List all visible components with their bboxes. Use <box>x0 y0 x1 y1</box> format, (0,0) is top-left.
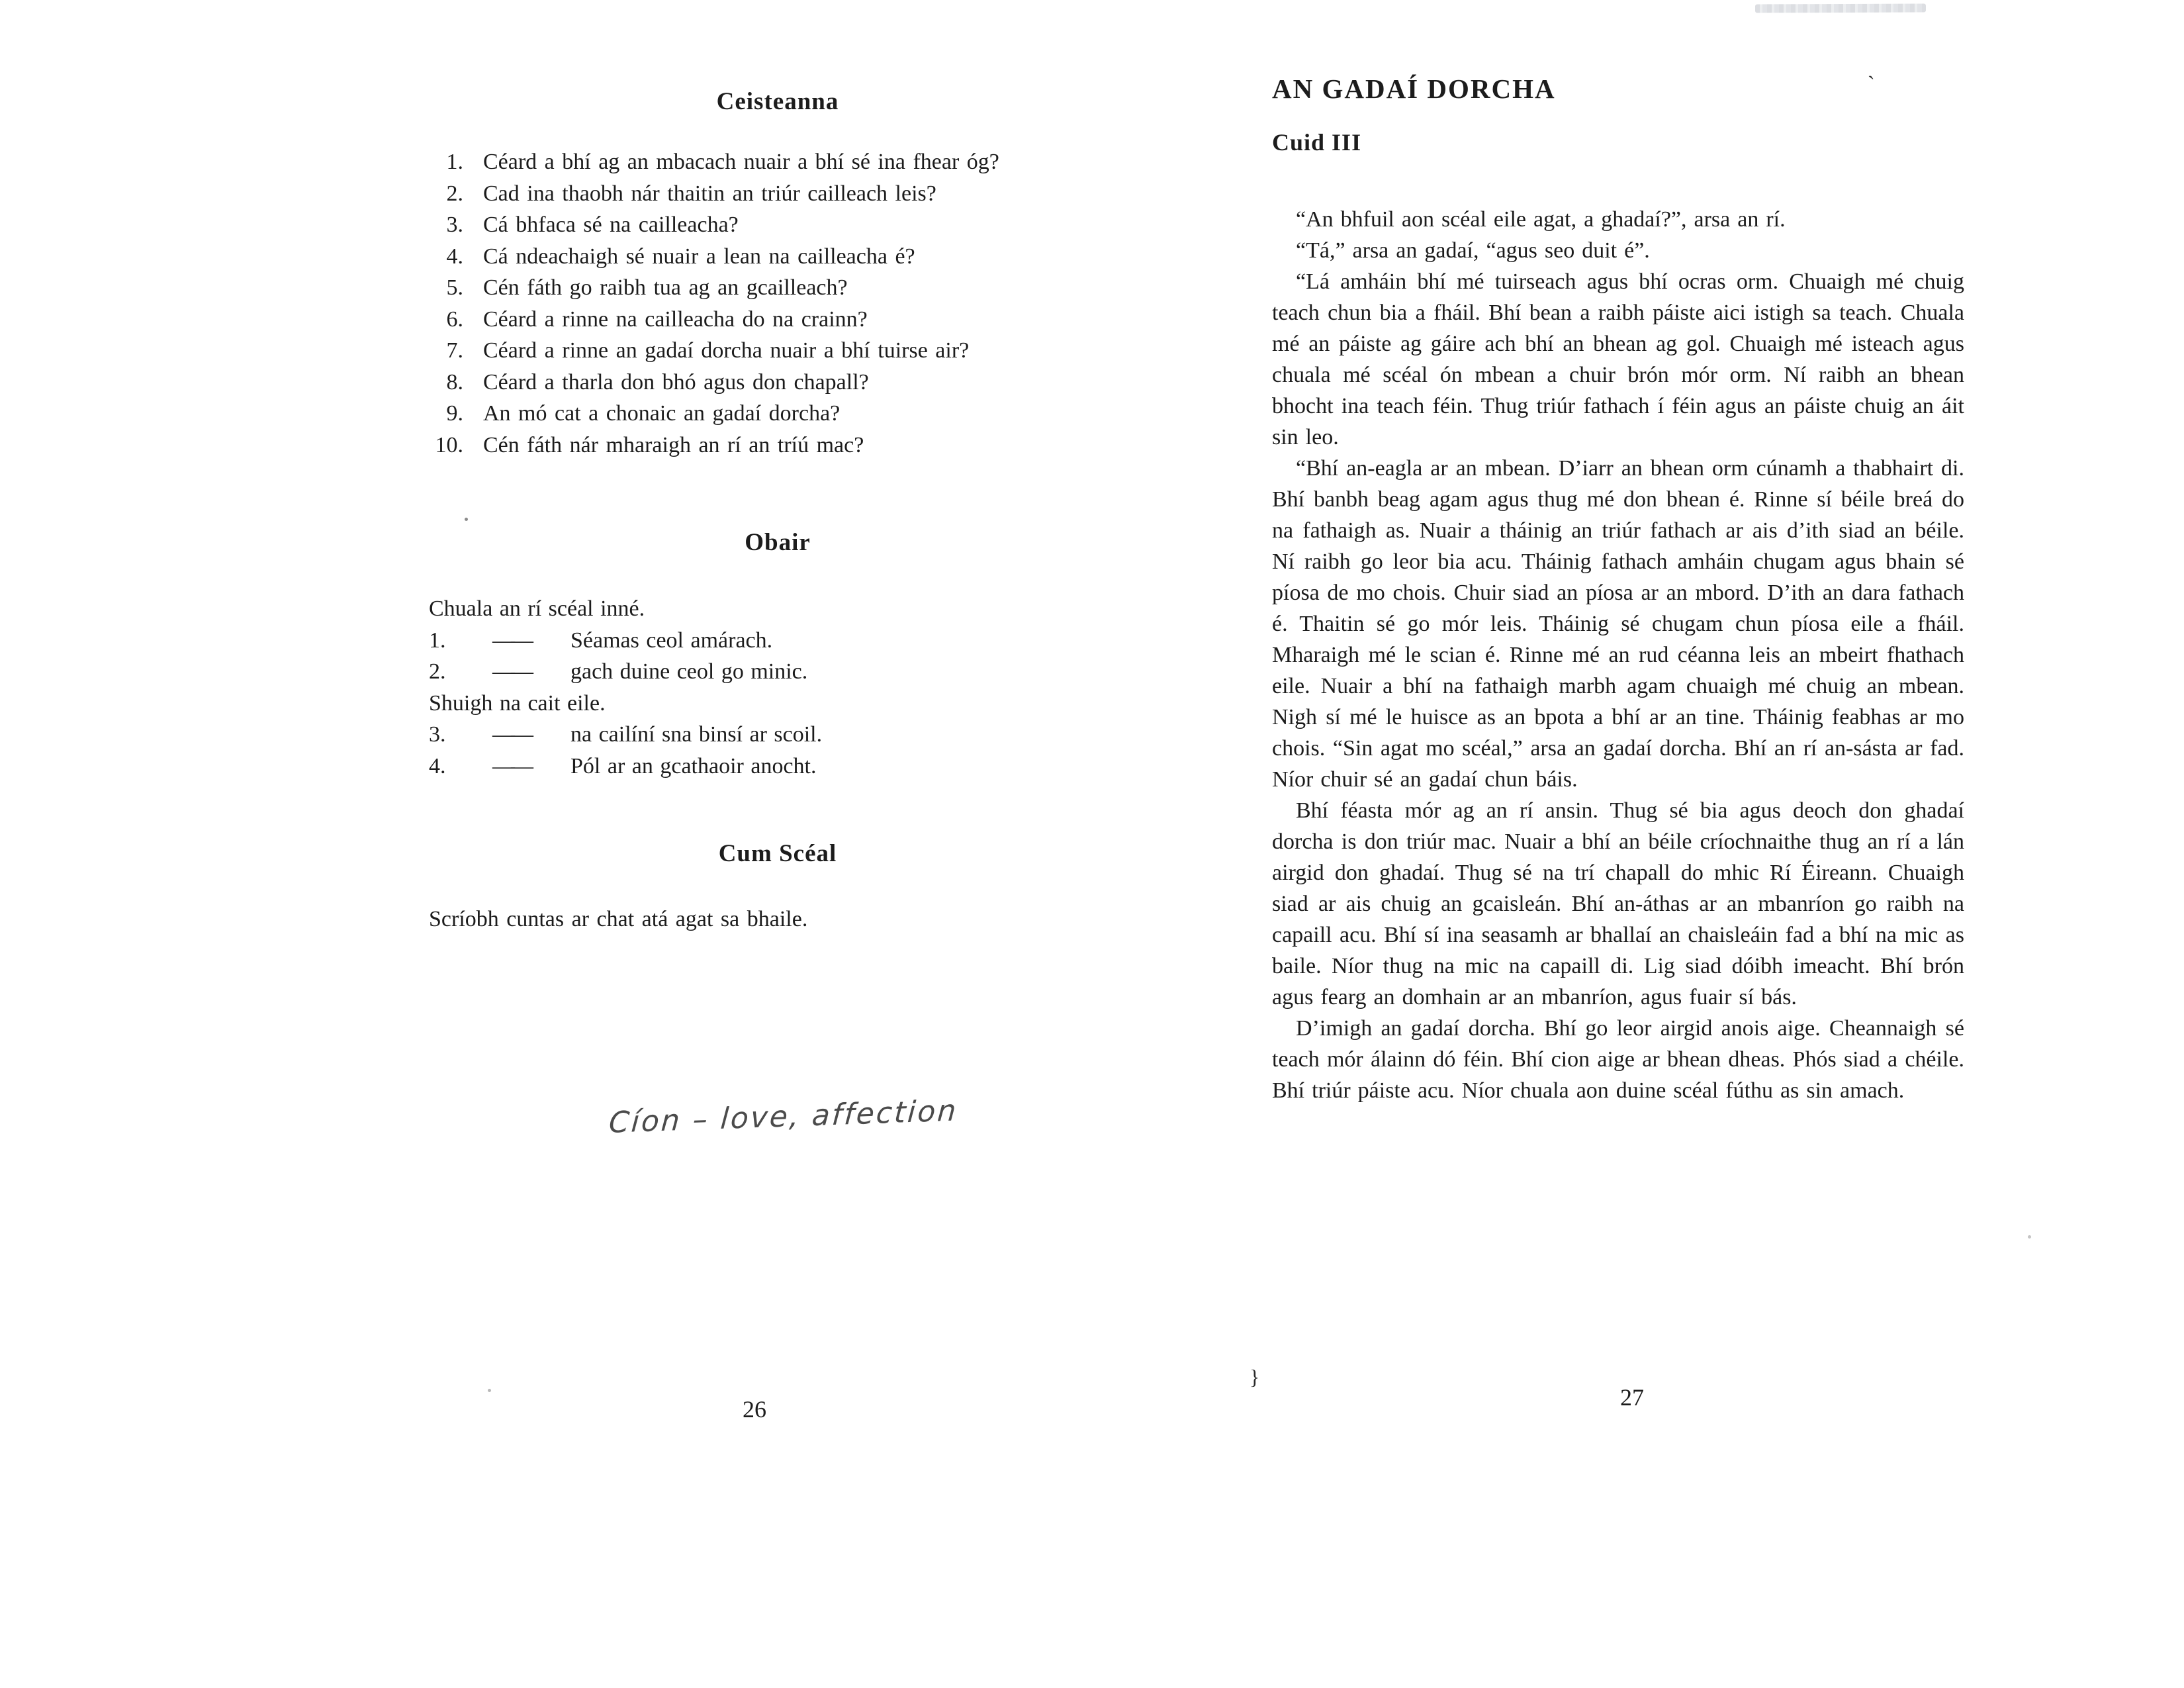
cum-sceal-instruction: Scríobh cuntas ar chat atá agat sa bhaile. <box>429 907 808 931</box>
question-row <box>410 146 1191 178</box>
question-row <box>410 178 1191 210</box>
story-paragraph: “Bhí an-eagla ar an mbean. D’iarr an bhean orm cúnamh a thabhairt di. Bhí banbh beag agam agus thug mé don bhean é. Rinne sí béile breá do na fathaigh as. Nuair a tháinig an triúr fathach ar ais d’ith siad an béile. Ní raibh go leor bia acu. Tháinig fathach amháin chugam agus bhain sé píosa de mo chois. Chuir siad an píosa ar an mbord. D’ith an dara fathach é. Thaitin sé go mór leis. Tháinig sé chugam chun píosa eile a fháil. Mharaigh mé le scian é. Rinne mé an rud céanna leis an mbeirt fhathach eile. Nuair a bhí na fathaigh marbh agam chuaigh mé chuig an mbean. Nigh sí mé le huisce as an bpota a bhí ar an tine. Tháinig feabhas ar mo chois. “Sin agat mo scéal,” arsa an gadaí dorcha. Bhí an rí an-sásta ar fad. Níor chuir sé an gadaí chun báis. <box>1272 456 1964 792</box>
speck-mark <box>488 1389 491 1392</box>
question-text: Céard a rinne an gadaí dorcha nuair a bhí tuirse air? <box>483 338 970 363</box>
obair-text: Chuala an rí scéal inné. <box>429 596 645 621</box>
speck-mark <box>465 518 468 521</box>
story-paragraph: Bhí féasta mór ag an rí ansin. Thug sé bia agus deoch don ghadaí dorcha is don triúr mac. Nuair a bhí an béile críochnaithe thug an rí a lán airgid don ghadaí. Thug sé na trí chapall do mhic Rí Éireann. Chuaigh siad ar ais chuig an gcaisleán. Bhí an-áthas ar an mbanríon go raibh na capaill acu. Bhí sí ina seasamh ar bhallaí an chaisleáin fad a bhí na mic as baile. Níor thug na mic na capaill di. Lig siad dóibh imeacht. Bhí brón agus fearg an domhain ar an mbanríon, agus fuair sí bás. <box>1272 798 1964 1009</box>
question-number: 1. <box>446 150 463 174</box>
question-row <box>410 209 1191 241</box>
obair-text: Shuigh na cait eile. <box>429 690 606 716</box>
question-number: 5. <box>446 275 463 300</box>
question-number: 2. <box>446 181 463 206</box>
page-number-left: 26 <box>743 1396 766 1423</box>
obair-number: 3. <box>429 722 446 747</box>
obair-line <box>429 751 1157 782</box>
story-body <box>1272 204 1964 1106</box>
question-row <box>410 272 1191 304</box>
blank-dash: —— <box>492 753 529 778</box>
question-text: Cén fáth go raibh tua ag an gcailleach? <box>483 275 848 300</box>
question-text: An mó cat a chonaic an gadaí dorcha? <box>483 401 841 426</box>
obair-text: Séamas ceol amárach. <box>570 628 773 653</box>
obair-line <box>429 688 1157 720</box>
speck-mark <box>2028 1235 2031 1239</box>
stray-tick-mark: ` <box>1868 71 1875 95</box>
story-paragraph: “An bhfuil aon scéal eile agat, a ghadaí?”, arsa an rí. <box>1296 207 1786 232</box>
obair-text: gach duine ceol go minic. <box>570 659 808 684</box>
obair-line <box>429 656 1157 688</box>
page-number-right: 27 <box>1620 1384 1644 1411</box>
questions-list <box>410 146 1191 461</box>
obair-line <box>429 625 1157 657</box>
obair-number: 1. <box>429 628 446 653</box>
blank-dash: —— <box>492 722 529 747</box>
question-number: 6. <box>446 306 463 332</box>
question-row <box>410 304 1191 336</box>
handwritten-note: Cíon – love, affection <box>608 1094 960 1140</box>
cum-sceal-heading: Cum Scéal <box>718 840 837 867</box>
question-text: Cén fáth nár mharaigh an rí an tríú mac? <box>483 432 864 457</box>
question-text: Céard a bhí ag an mbacach nuair a bhí sé ina fhear óg? <box>483 150 999 174</box>
question-text: Cá ndeachaigh sé nuair a lean na cailleacha é? <box>483 244 915 269</box>
question-number: 4. <box>446 244 463 269</box>
question-number: 7. <box>446 338 463 363</box>
obair-line <box>429 719 1157 751</box>
question-row <box>410 335 1191 367</box>
question-row <box>410 367 1191 399</box>
question-number: 8. <box>446 369 463 395</box>
obair-number: 2. <box>429 659 446 684</box>
scanner-smudge <box>1755 4 1926 13</box>
question-text: Céard a tharla don bhó agus don chapall? <box>483 369 869 395</box>
story-paragraph: “Lá amháin bhí mé tuirseach agus bhí ocras orm. Chuaigh mé chuig teach chun bia a fháil. Bhí bean a raibh páiste aici istigh sa teach. Chuala mé an páiste ag gáire ach bhí an bhean ag gol. Chuaigh mé isteach agus chuala mé scéal ón mbean a chuir brón mór orm. Ní raibh an bhean bhocht ina teach féin. Thug triúr fathach í féin agus an páiste chuig an áit sin leo. <box>1272 269 1964 449</box>
question-number: 9. <box>446 401 463 426</box>
story-paragraph: D’imigh an gadaí dorcha. Bhí go leor airgid anois aige. Cheannaigh sé teach mór álainn dó féin. Bhí cion aige ar bhean dheas. Phós siad a chéile. Bhí triúr páiste acu. Níor chuala aon duine scéal fúthu as sin amach. <box>1272 1016 1964 1103</box>
ceisteanna-heading: Ceisteanna <box>716 88 839 115</box>
question-text: Céard a rinne na cailleacha do na crainn? <box>483 306 868 332</box>
story-subtitle: Cuid III <box>1272 129 1362 156</box>
question-row <box>410 430 1191 461</box>
question-number: 10. <box>435 432 463 457</box>
question-row <box>410 241 1191 273</box>
blank-dash: —— <box>492 659 529 684</box>
question-number: 3. <box>446 212 463 237</box>
obair-line <box>429 593 1157 625</box>
story-paragraph: “Tá,” arsa an gadaí, “agus seo duit é”. <box>1296 238 1650 263</box>
obair-text: na cailíní sna binsí ar scoil. <box>570 722 823 747</box>
stray-brace-mark: } <box>1250 1365 1260 1389</box>
obair-number: 4. <box>429 753 446 778</box>
story-title: AN GADAÍ DORCHA <box>1272 73 1556 104</box>
question-row <box>410 398 1191 430</box>
question-text: Cá bhfaca sé na cailleacha? <box>483 212 739 237</box>
question-text: Cad ina thaobh nár thaitin an triúr cailleach leis? <box>483 181 936 206</box>
blank-dash: —— <box>492 628 529 653</box>
obair-text: Pól ar an gcathaoir anocht. <box>570 753 817 778</box>
obair-exercise <box>429 593 1157 782</box>
obair-heading: Obair <box>745 529 811 556</box>
